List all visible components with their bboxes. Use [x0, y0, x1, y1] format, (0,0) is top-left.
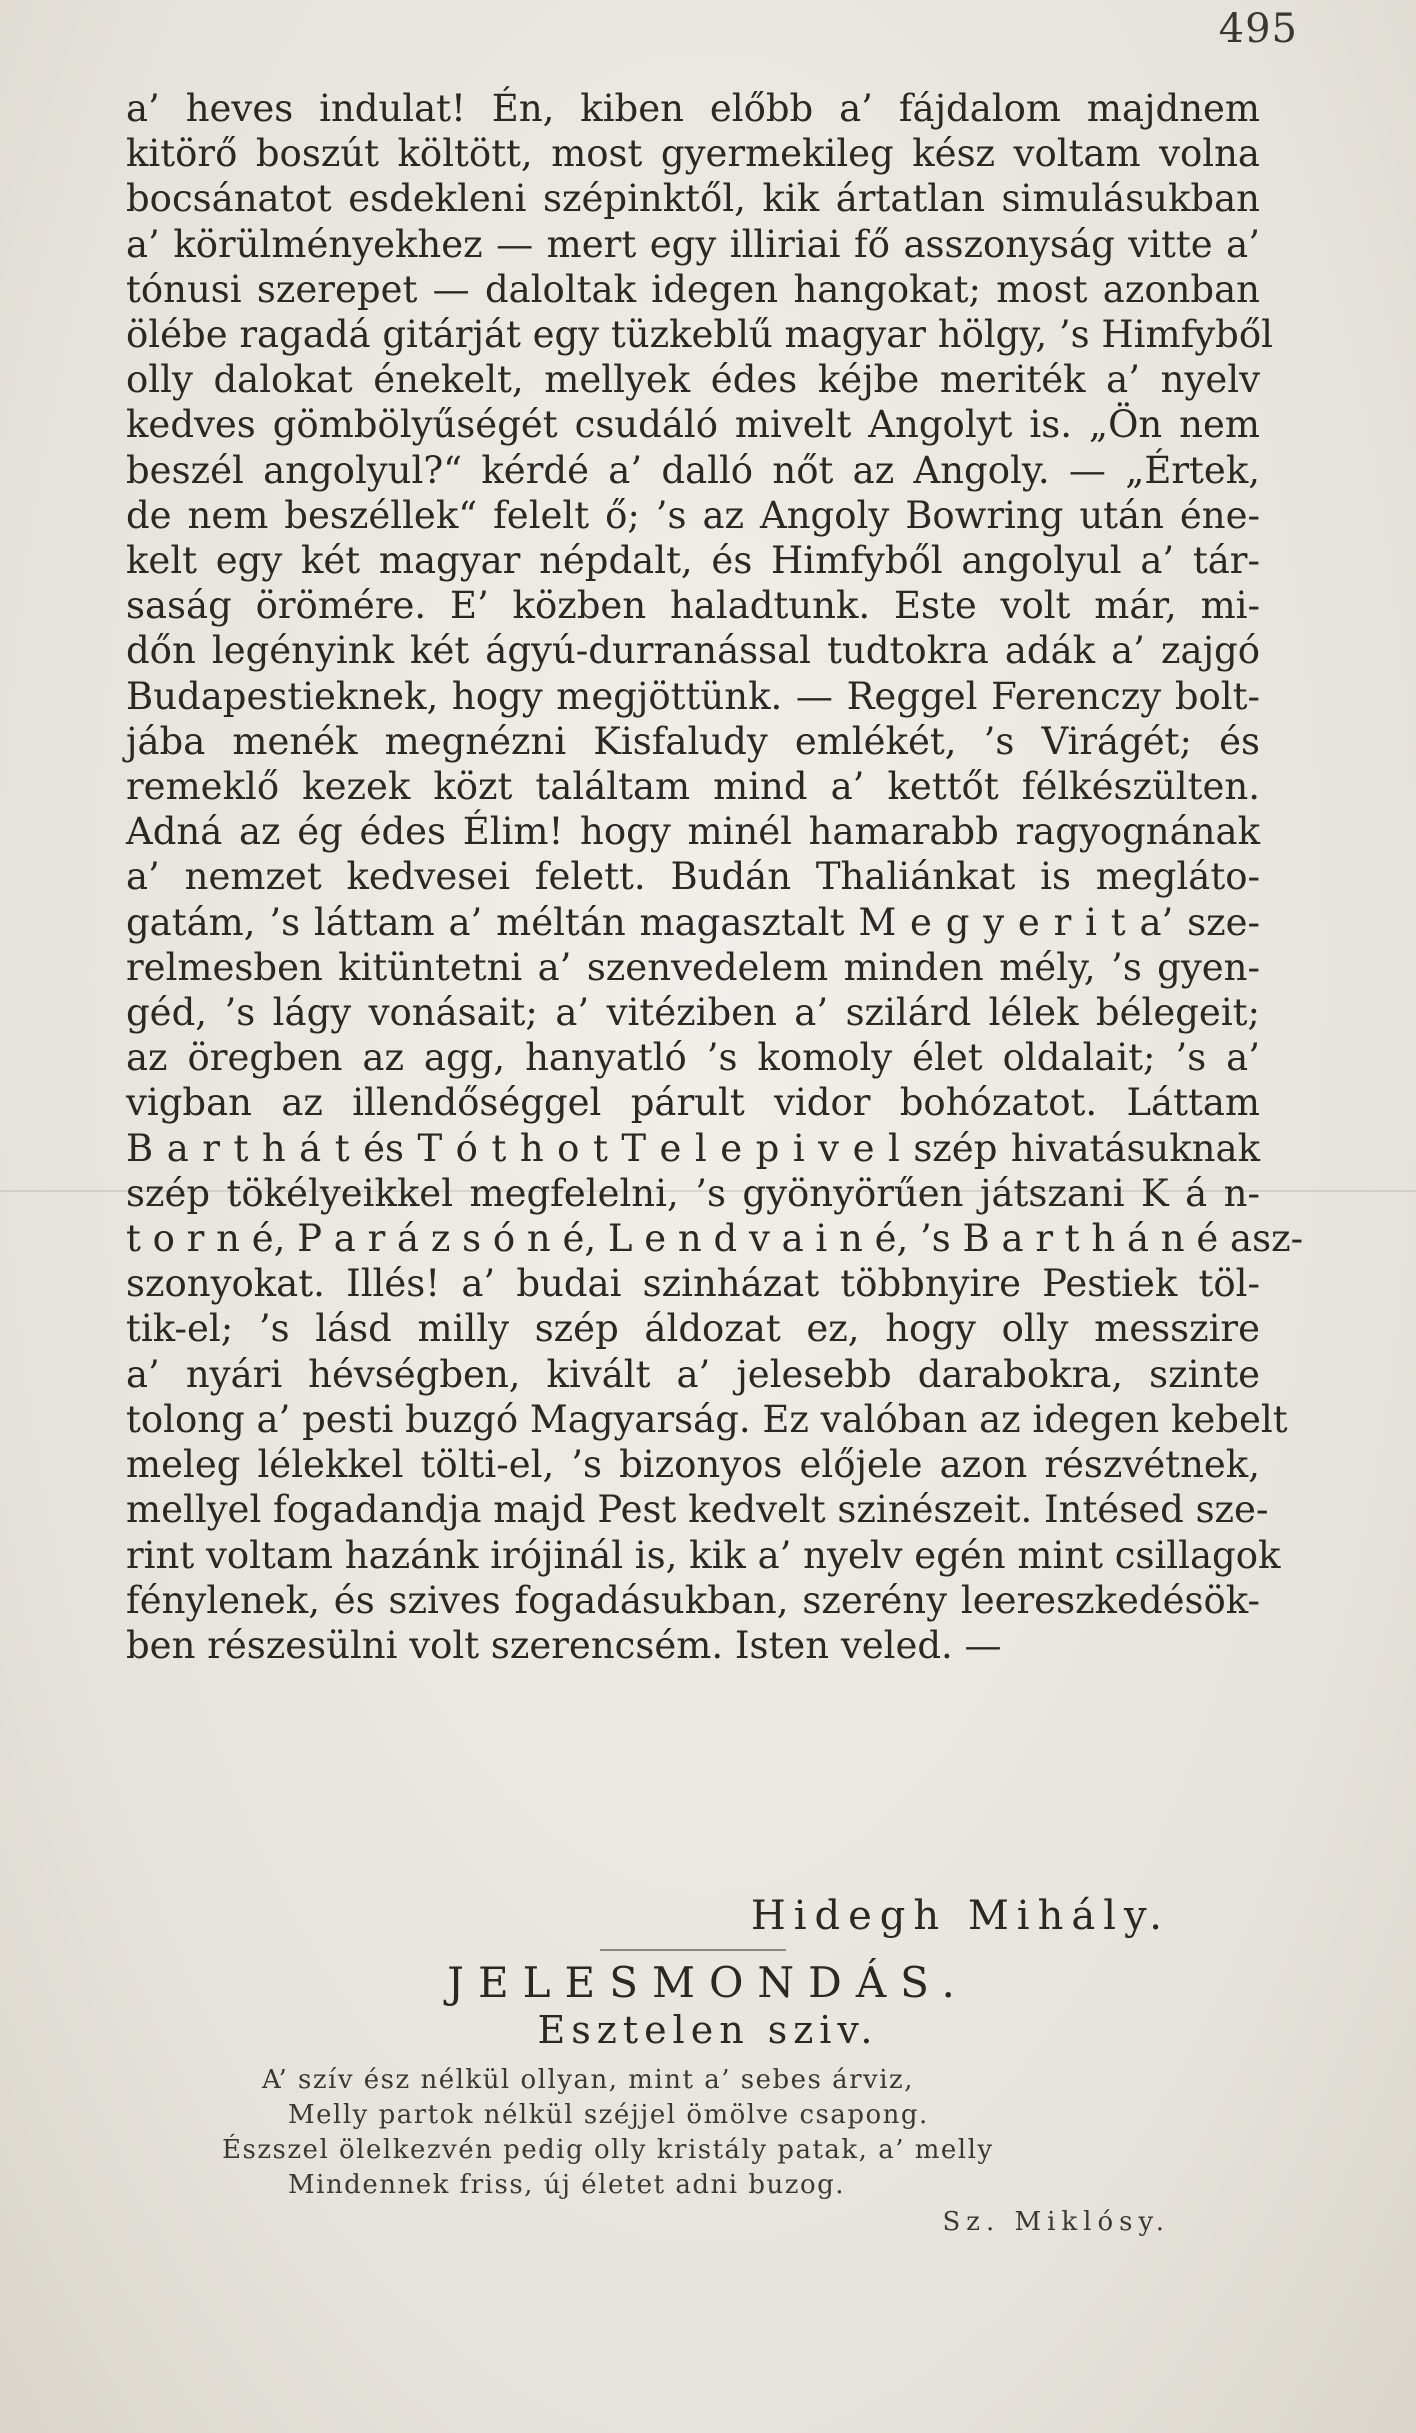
text-line: az öregben az agg, hanyatló ’s komoly élet oldalait; ’s a’: [126, 1036, 1260, 1080]
text-line: meleg lélekkel tölti-el, ’s bizonyos előjele azon részvétnek,: [126, 1443, 1260, 1487]
text-line: a’ körülményekhez — mert egy illiriai fő asszonyság vitte a’: [126, 222, 1260, 266]
text-line: tolong a’ pesti buzgó Magyarság. Ez valóban az idegen kebelt: [126, 1397, 1288, 1441]
section-divider: [600, 1949, 786, 1951]
text-line: B a r t h á t és T ó t h o t T e l e p i v e l szép hivatásuknak: [126, 1126, 1260, 1170]
aphorism-heading: JELESMONDÁS.: [447, 1958, 969, 2007]
text-line: ben részesülni volt szerencsém. Isten veled. —: [126, 1623, 1002, 1667]
text-line: szép tökélyeikkel megfelelni, ’s gyönyörűen játszani K á n-: [126, 1171, 1260, 1215]
page-number: 495: [1218, 6, 1298, 52]
text-line: szonyokat. Illés! a’ budai szinházat többnyire Pestiek töl-: [126, 1262, 1260, 1306]
text-line: saság örömére. E’ közben haladtunk. Este volt már, mi-: [126, 584, 1260, 628]
text-line: fénylenek, és szives fogadásukban, szerény leereszkedésök-: [126, 1578, 1260, 1622]
poem-line: A’ szív ész nélkül ollyan, mint a’ sebes árviz,: [262, 2065, 914, 2095]
text-line: bocsánatot esdekleni szépinktől, kik ártatlan simulásukban: [126, 177, 1260, 221]
text-line: dőn legényink két ágyú-durranással tudtokra adák a’ zajgó: [126, 629, 1260, 673]
text-line: a’ heves indulat! Én, kiben előbb a’ fájdalom majdnem: [126, 87, 1260, 130]
poem-line: Mindennek friss, új életet adni buzog.: [288, 2170, 846, 2200]
text-line: ölébe ragadá gitárját egy tüzkeblű magyar hölgy, ’s Himfyből: [126, 313, 1273, 357]
poem-line: Melly partok nélkül széjjel ömölve csapong.: [288, 2100, 929, 2130]
text-line: a’ nemzet kedvesei felett. Budán Thaliánkat is meglátо-: [126, 855, 1260, 899]
text-line: vigban az illendőséggel párult vidor bohózatot. Láttam: [126, 1081, 1260, 1125]
letter-signature: Hidegh Mihály.: [750, 1893, 1170, 1939]
text-line: jába menék megnézni Kisfaludy emlékét, ’s Virágét; és: [126, 719, 1260, 763]
poem-line: Észszel ölelkezvén pedig olly kristály patak, a’ melly: [222, 2135, 994, 2165]
text-line: de nem beszéllek“ felelt ő; ’s az Angoly Bowring után éne-: [126, 493, 1260, 537]
text-line: kedves gömbölyűségét csudáló mivelt Angolyt is. „Ön nem: [126, 403, 1260, 447]
text-line: a’ nyári hévségben, kivált a’ jelesebb darabokra, szinte: [126, 1352, 1260, 1396]
text-line: kelt egy két magyar népdalt, és Himfyből angolyul a’ tár-: [126, 539, 1260, 583]
text-line: tik-el; ’s lásd milly szép áldozat ez, hogy olly messzire: [126, 1307, 1260, 1351]
text-line: gatám, ’s láttam a’ méltán magasztalt M e g y e r i t a’ sze-: [126, 900, 1260, 944]
text-line: relmesben kitüntetni a’ szenvedelem minden mély, ’s gyen-: [126, 945, 1260, 989]
text-line: remeklő kezek közt találtam mind a’ kettőt félkészülten.: [126, 765, 1260, 809]
text-line: t o r n é, P a r á z s ó n é, L e n d v a i n é, ’s B a r t h á n é asz-: [126, 1217, 1304, 1261]
letter-body-text: [126, 86, 1304, 1668]
text-line: Budapestieknek, hogy megjöttünk. — Reggel Ferenczy bolt-: [126, 674, 1260, 718]
text-line: kitörő boszút költött, most gyermekileg kész voltam volna: [126, 132, 1260, 176]
text-line: beszél angolyul?“ kérdé a’ dalló nőt az Angoly. — „Értek,: [126, 448, 1260, 492]
aphorism-author: Sz. Miklósy.: [942, 2207, 1170, 2237]
text-line: olly dalokat énekelt, mellyek édes kéjbe meriték a’ nyelv: [126, 358, 1260, 402]
aphorism-title: Esztelen sziv.: [537, 2008, 879, 2052]
text-line: rint voltam hazánk irójinál is, kik a’ nyelv egén mint csillagok: [126, 1533, 1281, 1577]
text-line: tónusi szerepet — daloltak idegen hangokat; most azonban: [126, 267, 1260, 311]
text-line: mellyel fogadandja majd Pest kedvelt szinészeit. Intésed sze-: [126, 1488, 1269, 1532]
text-line: géd, ’s lágy vonásait; a’ vitéziben a’ szilárd lélek bélegeit;: [126, 991, 1260, 1035]
text-line: Adná az ég édes Élim! hogy minél hamarabb ragyognának: [126, 810, 1260, 854]
